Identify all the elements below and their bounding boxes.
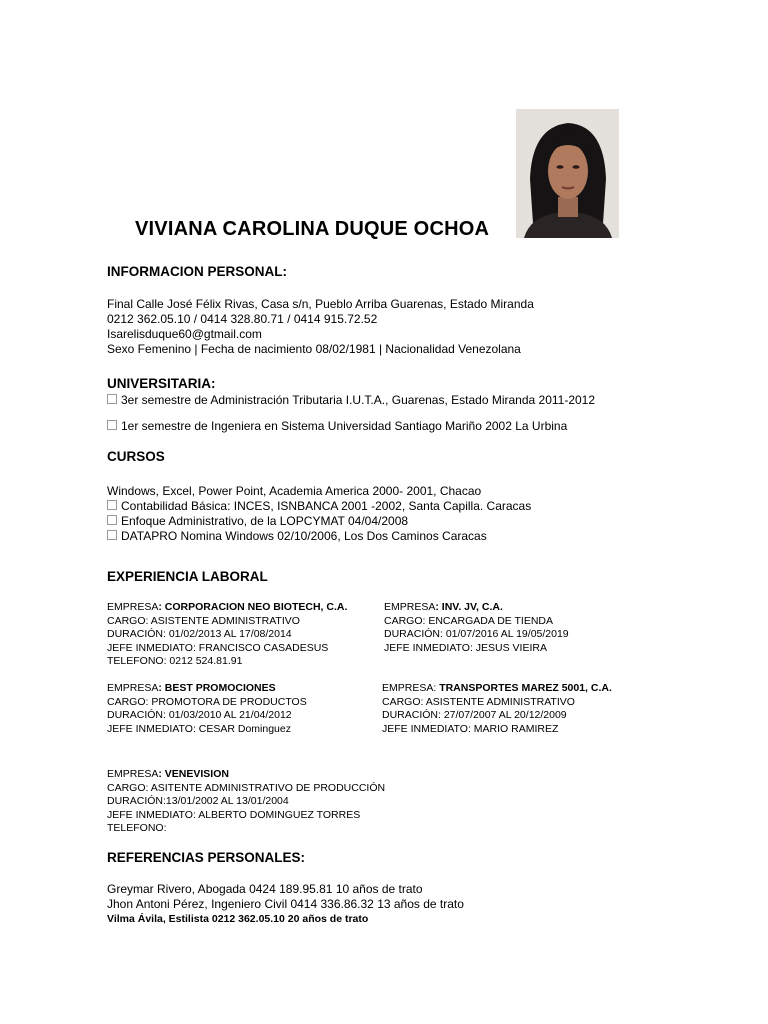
candidate-name: VIVIANA CAROLINA DUQUE OCHOA <box>135 218 490 240</box>
job-phone: TELEFONO: 0212 524.81.91 <box>107 655 243 668</box>
courses-block <box>107 484 531 544</box>
university-heading: UNIVERSITARIA: <box>107 376 216 391</box>
courses-heading: CURSOS <box>107 449 165 464</box>
job-role: CARGO: PROMOTORA DE PRODUCTOS <box>107 695 307 708</box>
job-company: EMPRESA: CORPORACION NEO BIOTECH, C.A. <box>107 601 348 613</box>
job-boss: JEFE INMEDIATO: ALBERTO DOMINGUEZ TORRES <box>107 808 361 821</box>
course-item: Contabilidad Básica: INCES, ISNBANCA 2001 -2002, Santa Capilla. Caracas <box>107 499 531 514</box>
course-item: DATAPRO Nomina Windows 02/10/2006, Los Dos Caminos Caracas <box>107 529 531 544</box>
references-block <box>107 882 464 927</box>
job-company: EMPRESA: TRANSPORTES MAREZ 5001, C.A. <box>382 682 612 694</box>
experience-heading: EXPERIENCIA LABORAL <box>107 569 268 584</box>
job-duration: DURACIÓN: 01/07/2016 AL 19/05/2019 <box>384 628 569 641</box>
reference-item: Jhon Antoni Pérez, Ingeniero Civil 0414 336.86.32 13 años de trato <box>107 897 464 911</box>
job-entry <box>107 768 385 836</box>
university-item: 3er semestre de Administración Tributaria I.U.T.A., Guarenas, Estado Miranda 2011-2012 <box>107 393 595 407</box>
bullet-box-icon <box>107 515 117 525</box>
personal-info-block <box>107 297 534 357</box>
job-boss: JEFE INMEDIATO: FRANCISCO CASADESUS <box>107 641 329 654</box>
university-item: 1er semestre de Ingeniera en Sistema Universidad Santiago Mariño 2002 La Urbina <box>107 419 567 433</box>
personal-details: Sexo Femenino | Fecha de nacimiento 08/02/1981 | Nacionalidad Venezolana <box>107 342 521 356</box>
job-duration: DURACIÓN: 01/03/2010 AL 21/04/2012 <box>107 709 292 722</box>
job-boss: JEFE INMEDIATO: JESUS VIEIRA <box>384 641 547 654</box>
job-phone: TELEFONO: <box>107 822 167 835</box>
course-item: Windows, Excel, Power Point, Academia America 2000- 2001, Chacao <box>107 484 482 498</box>
job-entry <box>107 682 307 736</box>
job-entry <box>382 682 612 736</box>
address: Final Calle José Félix Rivas, Casa s/n, Pueblo Arriba Guarenas, Estado Miranda <box>107 297 534 311</box>
job-role: CARGO: ASISTENTE ADMINISTRATIVO <box>107 614 300 627</box>
job-duration: DURACIÓN: 01/02/2013 AL 17/08/2014 <box>107 628 292 641</box>
job-duration: DURACIÓN: 27/07/2007 AL 20/12/2009 <box>382 709 567 722</box>
profile-photo-image <box>516 109 619 238</box>
phones: 0212 362.05.10 / 0414 328.80.71 / 0414 915.72.52 <box>107 312 378 326</box>
job-entry <box>384 601 569 655</box>
job-company: EMPRESA: BEST PROMOCIONES <box>107 682 276 694</box>
email: Isarelisduque60@gtmail.com <box>107 327 262 341</box>
job-boss: JEFE INMEDIATO: CESAR Dominguez <box>107 722 291 735</box>
bullet-box-icon <box>107 420 117 430</box>
job-entry <box>107 601 347 669</box>
job-boss: JEFE INMEDIATO: MARIO RAMIREZ <box>382 722 559 735</box>
job-role: CARGO: ENCARGADA DE TIENDA <box>384 614 554 627</box>
course-item: Enfoque Administrativo, de la LOPCYMAT 04/04/2008 <box>107 514 531 529</box>
personal-info-heading: INFORMACION PERSONAL: <box>107 264 287 279</box>
reference-item: Greymar Rivero, Abogada 0424 189.95.81 10 años de trato <box>107 882 423 896</box>
job-duration: DURACIÓN:13/01/2002 AL 13/01/2004 <box>107 795 289 808</box>
bullet-box-icon <box>107 394 117 404</box>
profile-photo <box>516 109 619 238</box>
references-heading: REFERENCIAS PERSONALES: <box>107 850 306 865</box>
bullet-box-icon <box>107 500 117 510</box>
job-role: CARGO: ASISTENTE ADMINISTRATIVO <box>382 695 575 708</box>
job-role: CARGO: ASITENTE ADMINISTRATIVO DE PRODUCCIÓN <box>107 781 386 794</box>
bullet-box-icon <box>107 530 117 540</box>
job-company: EMPRESA: INV. JV, C.A. <box>384 601 503 613</box>
job-company: EMPRESA: VENEVISION <box>107 768 229 780</box>
reference-item: Vilma Ávila, Estilista 0212 362.05.10 20 años de trato <box>107 913 369 925</box>
